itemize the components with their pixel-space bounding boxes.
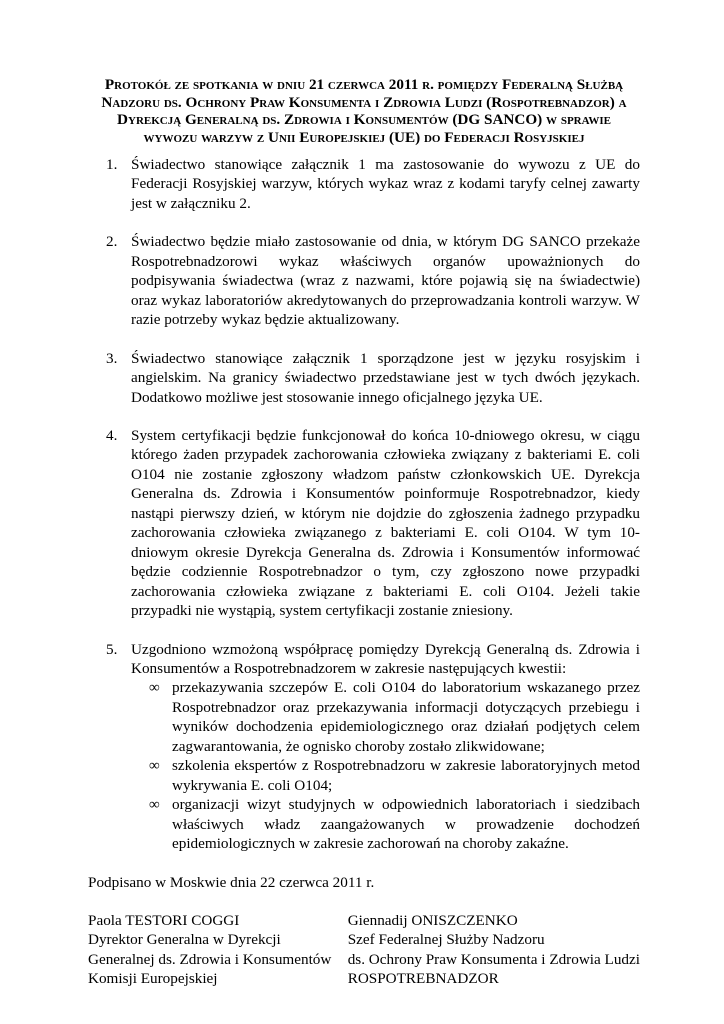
bullet-text: przekazywania szczepów E. coli O104 do laboratorium wskazanego przez Rospotrebnadzor oraz przekazywania informacji dotyczących przebiegu i wyników dochodzenia epidemiologicznego oraz działań podjętych celem zagwarantowania, że ognisko choroby zostało zlikwidowane; <box>172 679 640 755</box>
bullet-list <box>131 678 640 853</box>
signatory-name: Giennadij ONISZCZENKO <box>347 911 518 929</box>
numbered-points <box>88 155 640 854</box>
signatory-name: Paola TESTORI COGGI <box>88 911 240 929</box>
title-line: Nadzoru ds. Ochrony Praw Konsumenta i Zdrowia Ludzi (Rospotrebnadzor) a <box>101 93 627 111</box>
signature-block <box>88 911 640 989</box>
point-number: 1. <box>106 156 118 173</box>
signatory-left <box>88 911 348 989</box>
signatory-title-line: Komisji Europejskiej <box>88 970 218 988</box>
point-number: 2. <box>106 233 118 251</box>
signatory-title-line: Generalnej ds. Zdrowia i Konsumentów <box>88 950 332 968</box>
signing-statement: Podpisano w Moskwie dnia 22 czerwca 2011 r. <box>88 873 375 891</box>
bullet-item <box>131 795 640 853</box>
point-item <box>88 640 640 854</box>
title-line: Protokół ze spotkania w dniu 21 czerwca 2011 r. pomiędzy Federalną Służbą <box>104 76 624 93</box>
point-item <box>88 232 640 329</box>
point-text: Świadectwo będzie miało zastosowanie od dnia, w którym DG SANCO przekaże Rospotrebnadzorowi wykaz właściwych organów upoważnionych do podpisywania świadectwa (wraz z nazwami, które pojawią się na świadectwie) oraz wykaz laboratoriów akredytowanych do przeprowadzania kontroli warzyw. W razie potrzeby wykaz będzie aktualizowany. <box>131 233 640 329</box>
point-number: 4. <box>106 426 118 444</box>
point-number: 3. <box>106 349 118 367</box>
bullet-item <box>131 678 640 756</box>
point-text: Świadectwo stanowiące załącznik 1 sporządzone jest w języku rosyjskim i angielskim. Na granicy świadectwo przedstawiane jest w tych dwóch językach. Dodatkowo możliwe jest stosowanie innego oficjalnego języka UE. <box>131 349 640 406</box>
signatory-title-line: Dyrektor Generalna w Dyrekcji <box>88 931 281 949</box>
point-item <box>88 349 640 407</box>
signatory-right <box>348 911 640 989</box>
signatory-title-line: ROSPOTREBNADZOR <box>347 970 499 988</box>
infinity-bullet-icon: ∞ <box>149 796 160 814</box>
signatory-title-line: ds. Ochrony Praw Konsumenta i Zdrowia Ludzi <box>347 950 640 968</box>
point-item <box>88 426 640 621</box>
bullet-text: szkolenia ekspertów z Rospotrebnadzoru w zakresie laboratoryjnych metod wykrywania E. coli O104; <box>172 757 640 794</box>
infinity-bullet-icon: ∞ <box>149 757 160 775</box>
signatory-title-line: Szef Federalnej Służby Nadzoru <box>347 931 545 949</box>
point-text: Uzgodniono wzmożoną współpracę pomiędzy Dyrekcją Generalną ds. Zdrowia i Konsumentów a Rospotrebnadzorem w zakresie następujących kwestii: <box>131 640 640 677</box>
document-title <box>88 76 640 146</box>
document-page <box>88 76 640 989</box>
point-item <box>88 155 640 213</box>
point-number: 5. <box>106 640 118 658</box>
infinity-bullet-icon: ∞ <box>149 679 160 697</box>
point-text: System certyfikacji będzie funkcjonował do końca 10-dniowego okresu, w ciągu którego żaden przypadek zachorowania człowieka związany z bakteriami E. coli O104 nie zostanie zgłoszony władzom państw członkowskich UE. Dyrekcja Generalna ds. Zdrowia i Konsumentów poinformuje Rospotrebnadzor, kiedy nastąpi pierwszy dzień, w którym nie dojdzie do zgłoszenia żadnego przypadku zachorowania człowieka związanego z bakteriami E. coli O104. W tym 10-dniowym okresie Dyrekcja Generalna ds. Zdrowia i Konsumentów informować będzie codziennie Rospotrebnadzor o tym, czy zgłoszono nowe przypadki zachorowania człowieka związane z bakteriami E. coli O104. Jeżeli takie przypadki nie wystąpią, system certyfikacji zostanie zniesiony. <box>131 426 640 620</box>
bullet-text: organizacji wizyt studyjnych w odpowiednich laboratoriach i siedzibach właściwych władz zaangażowanych w prowadzenie dochodzeń epidemiologicznych w zakresie zachorowań na choroby zakaźne. <box>172 796 640 853</box>
title-line: Dyrekcją Generalną ds. Zdrowia i Konsumentów (DG SANCO) w sprawie <box>117 111 611 128</box>
point-text: Świadectwo stanowiące załącznik 1 ma zastosowanie do wywozu z UE do Federacji Rosyjskiej warzyw, których wykaz wraz z kodami taryfy celnej zawarty jest w załączniku 2. <box>131 156 640 212</box>
title-line: wywozu warzyw z Unii Europejskiej (UE) do Federacji Rosyjskiej <box>143 128 585 146</box>
bullet-item <box>131 756 640 795</box>
